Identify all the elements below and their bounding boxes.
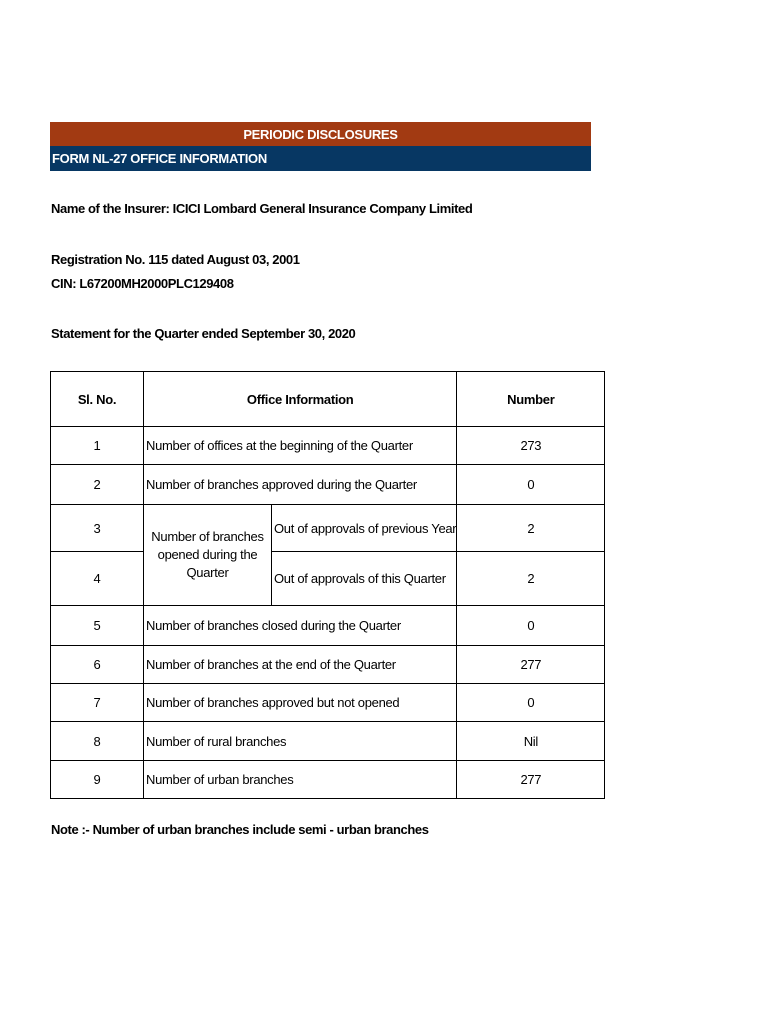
row-number: 0 xyxy=(457,606,605,646)
row-sl: 8 xyxy=(51,722,144,761)
row-desc: Out of approvals of this Quarter xyxy=(272,552,457,606)
row-number: Nil xyxy=(457,722,605,761)
row-sl: 6 xyxy=(51,646,144,684)
row-desc: Number of branches closed during the Quarter xyxy=(144,606,457,646)
office-information-table xyxy=(50,371,605,799)
merged-label-line-1: Number of branches xyxy=(151,529,264,544)
form-title: FORM NL-27 OFFICE INFORMATION xyxy=(50,146,591,171)
cin-number: CIN: L67200MH2000PLC129408 xyxy=(51,276,234,291)
row-desc: Number of rural branches xyxy=(144,722,457,761)
row-desc: Number of offices at the beginning of the Quarter xyxy=(144,427,457,465)
row-number: 0 xyxy=(457,465,605,505)
merged-label-line-2: opened during the Quarter xyxy=(157,547,258,580)
row-sl: 2 xyxy=(51,465,144,505)
header-number: Number xyxy=(457,372,605,427)
row-sl: 4 xyxy=(51,552,144,606)
row-desc: Number of urban branches xyxy=(144,761,457,799)
header-sl-no: Sl. No. xyxy=(51,372,144,427)
table-row xyxy=(51,552,605,606)
row-number: 2 xyxy=(457,552,605,606)
footnote: Note :- Number of urban branches include semi - urban branches xyxy=(51,822,429,837)
row-sl: 5 xyxy=(51,606,144,646)
header-office-information: Office Information xyxy=(144,372,457,427)
row-sl: 9 xyxy=(51,761,144,799)
table-row xyxy=(51,465,605,505)
row-number: 2 xyxy=(457,505,605,552)
table-row xyxy=(51,722,605,761)
row-desc: Out of approvals of previous Year xyxy=(272,505,457,552)
row-number: 277 xyxy=(457,646,605,684)
table-row xyxy=(51,505,605,552)
table-row xyxy=(51,606,605,646)
row-sl: 1 xyxy=(51,427,144,465)
table-row xyxy=(51,684,605,722)
row-sl: 7 xyxy=(51,684,144,722)
periodic-disclosures-title: PERIODIC DISCLOSURES xyxy=(50,122,591,146)
table-header-row xyxy=(51,372,605,427)
statement-period: Statement for the Quarter ended September 30, 2020 xyxy=(51,326,356,341)
row-desc: Number of branches approved but not opened xyxy=(144,684,457,722)
row-desc: Number of branches approved during the Quarter xyxy=(144,465,457,505)
merged-opened-branches-label xyxy=(144,505,272,606)
table-row xyxy=(51,427,605,465)
table-row xyxy=(51,761,605,799)
row-desc: Number of branches at the end of the Quarter xyxy=(144,646,457,684)
registration-number: Registration No. 115 dated August 03, 2001 xyxy=(51,252,300,267)
row-number: 0 xyxy=(457,684,605,722)
row-number: 277 xyxy=(457,761,605,799)
row-number: 273 xyxy=(457,427,605,465)
table-row xyxy=(51,646,605,684)
row-sl: 3 xyxy=(51,505,144,552)
insurer-name: Name of the Insurer: ICICI Lombard General Insurance Company Limited xyxy=(51,201,473,216)
